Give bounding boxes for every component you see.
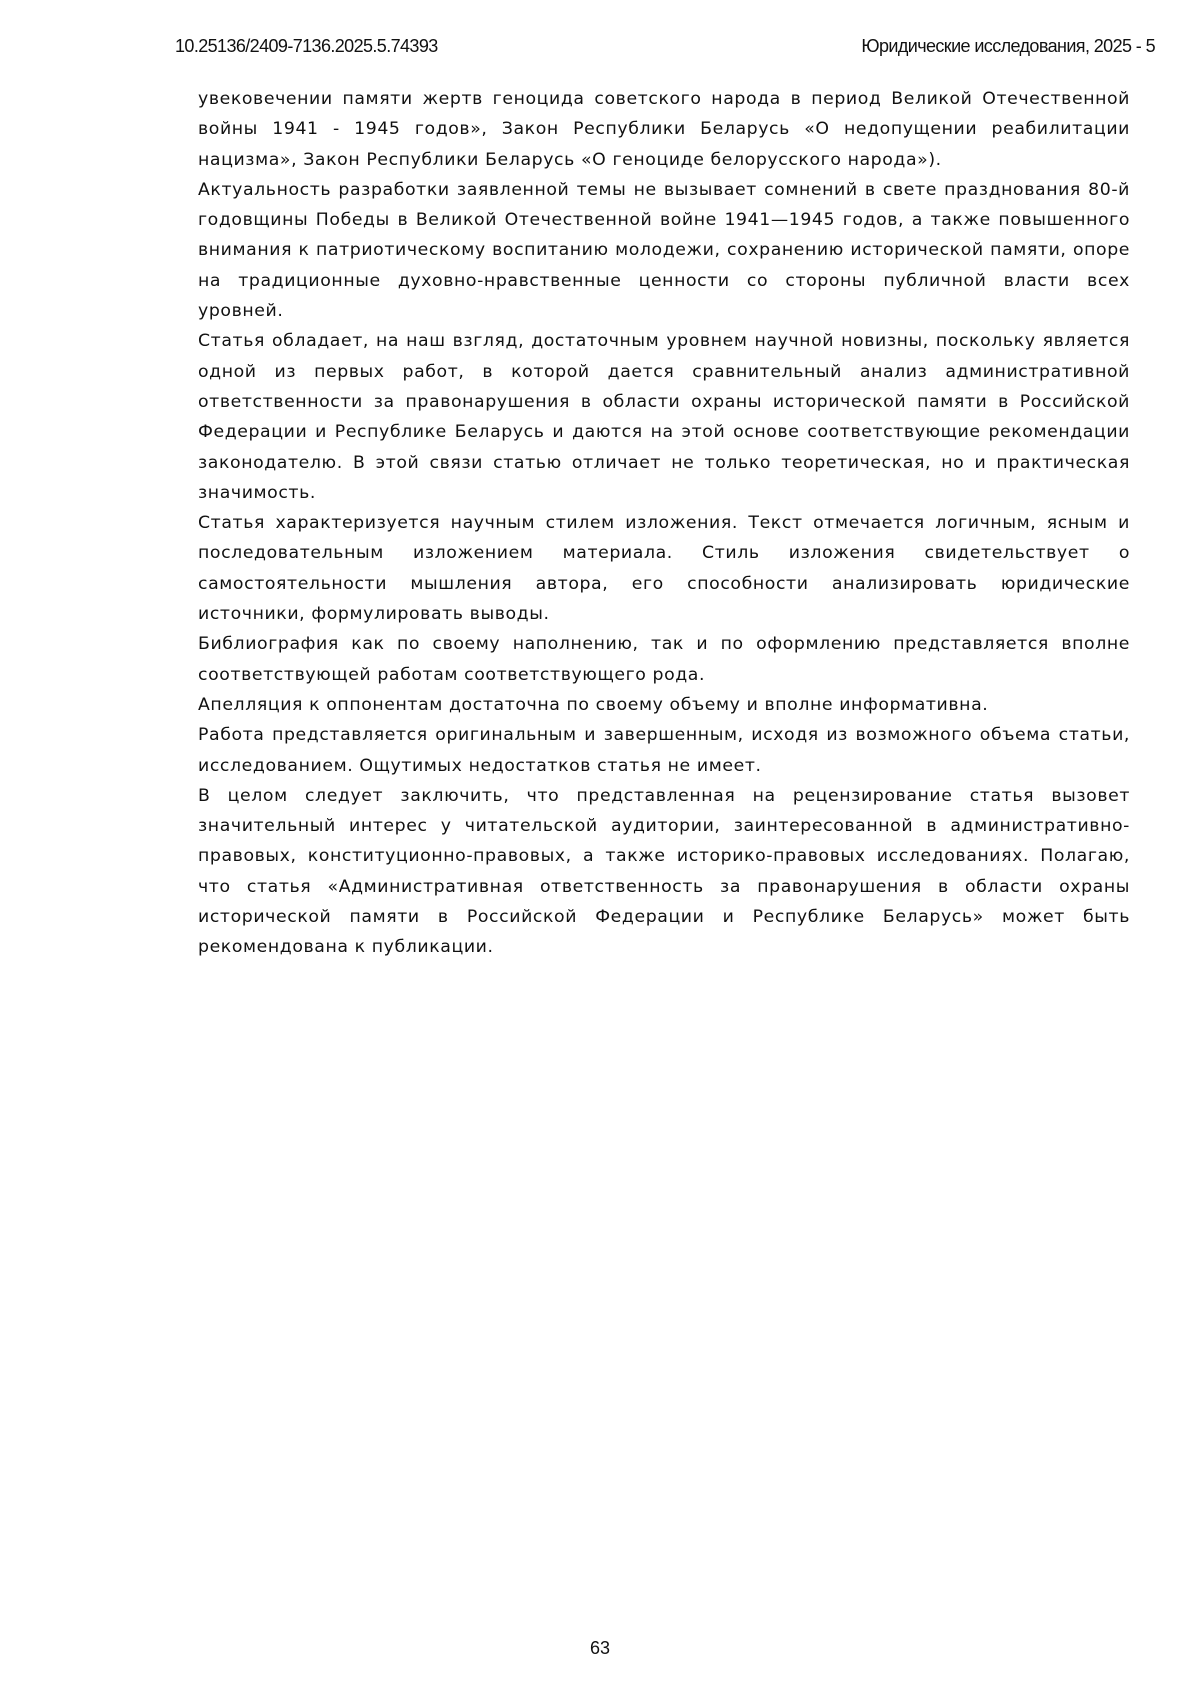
journal-title: Юридические исследования, 2025 - 5 bbox=[861, 36, 1155, 56]
article-body bbox=[198, 84, 1130, 963]
paragraph-continuation: увековечении памяти жертв геноцида советского народа в период Великой Отечественной войны 1941 - 1945 годов», Закон Республики Беларусь «О недопущении реабилитации нацизма», Закон Республики Беларусь «О геноциде белорусского народа»). bbox=[198, 89, 1130, 170]
paragraph-bibliography: Библиография как по своему наполнению, так и по оформлению представляется вполне соответствующей работам соответствующего рода. bbox=[198, 634, 1130, 685]
paragraph-style: Статья характеризуется научным стилем изложения. Текст отмечается логичным, ясным и последовательным изложением материала. Стиль изложения свидетельствует о самостоятельности мышления автора, его способности анализировать юридические источники, формулировать выводы. bbox=[198, 513, 1130, 625]
paragraph-opponents: Апелляция к оппонентам достаточна по своему объему и вполне информативна. bbox=[198, 694, 989, 715]
running-header bbox=[175, 36, 1155, 60]
paragraph-novelty: Статья обладает, на наш взгляд, достаточным уровнем научной новизны, поскольку является одной из первых работ, в которой дается сравнительный анализ административной ответственности за правонарушения в области охраны исторической памяти в Российской Федерации и Республике Беларусь и даются на этой основе соответствующие рекомендации законодателю. В этой связи статью отличает не только теоретическая, но и практическая значимость. bbox=[198, 331, 1130, 503]
paragraph-conclusion: В целом следует заключить, что представленная на рецензирование статья вызовет значительный интерес у читательской аудитории, заинтересованной в административно-правовых, конституционно-правовых, а также историко-правовых исследованиях. Полагаю, что статья «Административная ответственность за правонарушения в области охраны исторической памяти в Российской Федерации и Республике Беларусь» может быть рекомендована к публикации. bbox=[198, 785, 1130, 958]
paragraph-relevance: Актуальность разработки заявленной темы не вызывает сомнений в свете празднования 80-й годовщины Победы в Великой Отечественной войне 1941—1945 годов, а также повышенного внимания к патриотическому воспитанию молодежи, сохранению исторической памяти, опоре на традиционные духовно-нравственные ценности со стороны публичной власти всех уровней. bbox=[198, 179, 1130, 322]
page-number: 63 bbox=[589, 1638, 611, 1658]
paragraph-originality: Работа представляется оригинальным и завершенным, исходя из возможного объема статьи, исследованием. Ощутимых недостатков статья не имеет. bbox=[198, 725, 1130, 776]
doi-text: 10.25136/2409-7136.2025.5.74393 bbox=[175, 36, 438, 56]
